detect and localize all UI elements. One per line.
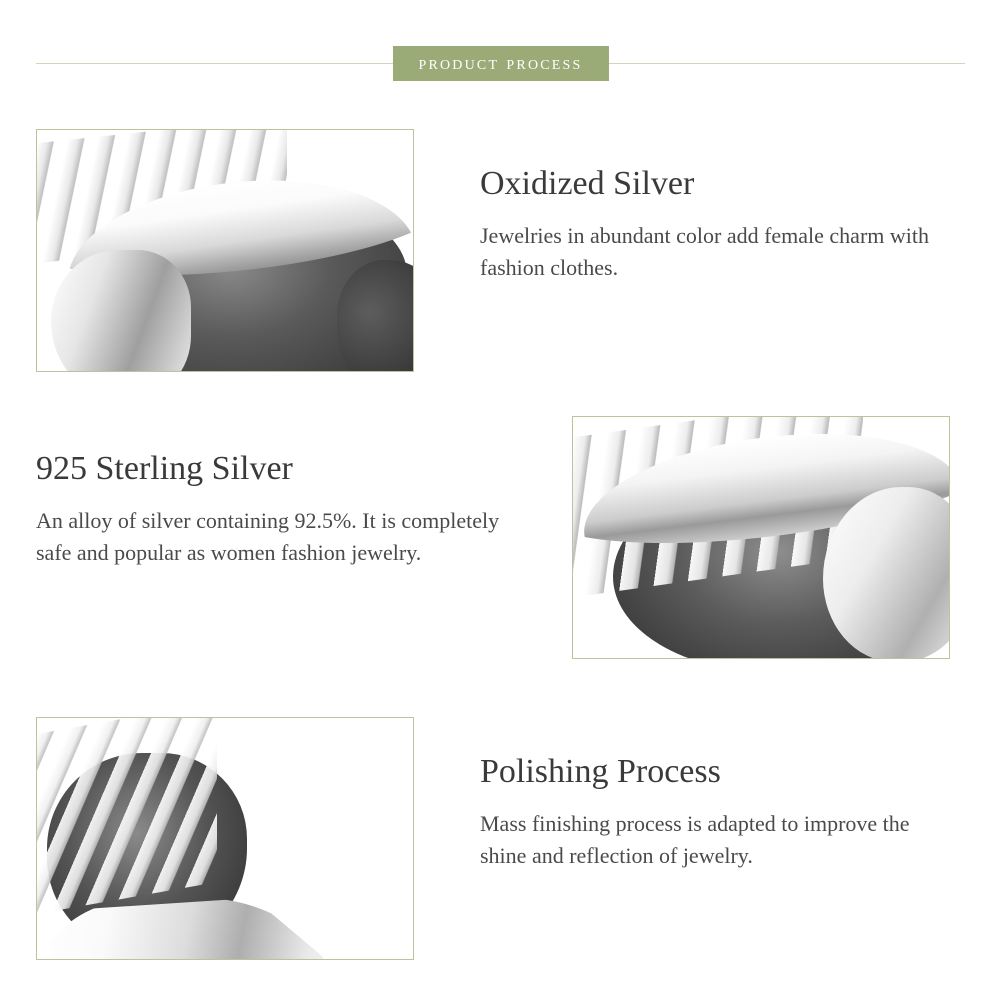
product-image-oxidized-silver <box>36 129 414 372</box>
section-body-oxidized-silver: Jewelries in abundant color add female charm with fashion clothes. <box>480 223 930 281</box>
section-oxidized-silver <box>36 129 960 372</box>
section-body-sterling-silver: An alloy of silver containing 92.5%. It is completely safe and popular as women fashion jewelry. <box>36 508 500 566</box>
page-title: product process <box>392 46 608 81</box>
section-text-oxidized-silver <box>480 129 960 284</box>
product-image-sterling-silver <box>572 416 950 659</box>
section-sterling-silver <box>36 416 950 659</box>
section-text-polishing-process <box>480 717 960 872</box>
ring-pattern-detail <box>37 718 217 914</box>
section-title-polishing-process: Polishing Process <box>480 753 721 790</box>
section-text-sterling-silver <box>36 416 516 569</box>
section-title-sterling-silver: 925 Sterling Silver <box>36 450 293 487</box>
section-title-oxidized-silver: Oxidized Silver <box>480 165 695 202</box>
product-image-polishing-process <box>36 717 414 960</box>
page-header <box>0 46 1001 82</box>
ring-side-shine <box>51 250 191 371</box>
section-polishing-process <box>36 717 960 960</box>
section-body-polishing-process: Mass finishing process is adapted to improve the shine and reflection of jewelry. <box>480 811 910 869</box>
